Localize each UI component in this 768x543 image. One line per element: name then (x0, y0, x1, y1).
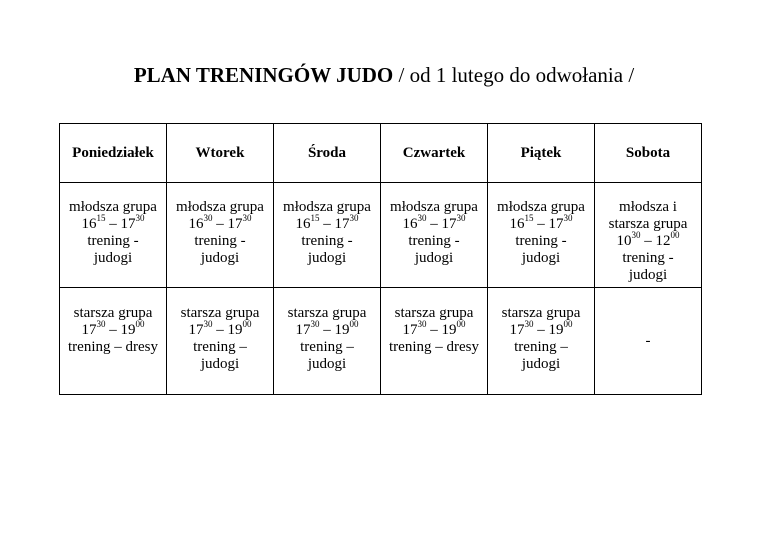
header-thursday: Czwartek (381, 124, 488, 183)
group-label: młodsza grupa (390, 199, 478, 215)
header-tuesday: Wtorek (167, 124, 274, 183)
cell-saturday-older (595, 288, 702, 395)
header-wednesday: Środa (274, 124, 381, 183)
outfit-label: judogi (414, 250, 454, 266)
outfit-label: judogi (93, 250, 133, 266)
group-label: młodsza grupa (69, 199, 157, 215)
header-monday: Poniedziałek (60, 124, 167, 183)
training-schedule-table (59, 123, 702, 395)
time-range: $16^{30} - 17^{30}$ (188, 213, 252, 232)
group-label: młodsza grupa (176, 199, 264, 215)
group-label: starsza grupa (501, 305, 581, 321)
outfit-label: judogi (521, 250, 561, 266)
time-range: $10^{30} - 12^{00}$ (616, 230, 680, 249)
group-label-2: starsza grupa (608, 216, 688, 232)
outfit-label: judogi (200, 250, 240, 266)
time-range: $16^{15} - 17^{30}$ (509, 213, 573, 232)
header-row (60, 124, 702, 183)
training-label: trening - (408, 233, 460, 249)
group-label: młodsza i (619, 199, 677, 215)
document-title (0, 62, 768, 88)
cell-friday-older (488, 288, 595, 395)
table-row-older-group (60, 288, 702, 395)
training-label: trening - (194, 233, 246, 249)
cell-tuesday-younger (167, 183, 274, 288)
cell-tuesday-older (167, 288, 274, 395)
cell-monday-older (60, 288, 167, 395)
group-label: młodsza grupa (497, 199, 585, 215)
outfit-label: judogi (200, 356, 240, 372)
time-range: $16^{15} - 17^{30}$ (81, 213, 145, 232)
training-label: trening - (301, 233, 353, 249)
training-label: trening - (515, 233, 567, 249)
header-saturday: Sobota (595, 124, 702, 183)
training-label: trening – dresy (68, 339, 158, 355)
training-label: trening – (514, 339, 568, 355)
group-label: starsza grupa (180, 305, 260, 321)
group-label: starsza grupa (394, 305, 474, 321)
cell-monday-younger (60, 183, 167, 288)
outfit-label: judogi (307, 356, 347, 372)
cell-wednesday-older (274, 288, 381, 395)
time-range: $16^{15} - 17^{30}$ (295, 213, 359, 232)
training-label: trening - (87, 233, 139, 249)
cell-friday-younger (488, 183, 595, 288)
cell-saturday-younger-older (595, 183, 702, 288)
time-range: $17^{30} - 19^{00}$ (295, 319, 359, 338)
table-row-younger-group (60, 183, 702, 288)
time-range: $16^{30} - 17^{30}$ (402, 213, 466, 232)
time-range: $17^{30} - 19^{00}$ (188, 319, 252, 338)
time-range: $17^{30} - 19^{00}$ (81, 319, 145, 338)
outfit-label: judogi (307, 250, 347, 266)
title-main: PLAN TRENINGÓW JUDO (133, 63, 394, 87)
training-label: trening – (300, 339, 354, 355)
training-label: trening – dresy (389, 339, 479, 355)
training-label: trening – (193, 339, 247, 355)
training-label: trening - (622, 250, 674, 266)
header-friday: Piątek (488, 124, 595, 183)
cell-thursday-older (381, 288, 488, 395)
group-label: młodsza grupa (283, 199, 371, 215)
group-label: starsza grupa (73, 305, 153, 321)
outfit-label: judogi (521, 356, 561, 372)
outfit-label: judogi (628, 267, 668, 283)
cell-thursday-younger (381, 183, 488, 288)
cell-wednesday-younger (274, 183, 381, 288)
no-training-dash: - (645, 332, 651, 349)
time-range: $17^{30} - 19^{00}$ (402, 319, 466, 338)
time-range: $17^{30} - 19^{00}$ (509, 319, 573, 338)
group-label: starsza grupa (287, 305, 367, 321)
title-subtitle: / od 1 lutego do odwołania / (393, 63, 635, 87)
